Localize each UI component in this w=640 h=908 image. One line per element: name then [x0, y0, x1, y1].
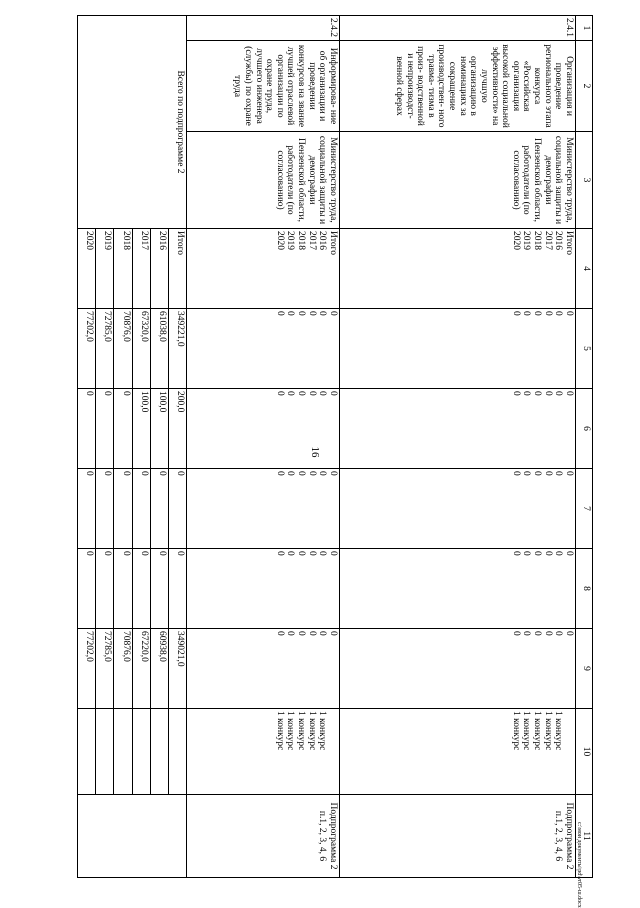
column-number: 10 [576, 709, 593, 795]
total-value: 100,0 [150, 389, 168, 469]
years-cell: Итого 2016 2017 2018 2019 2020 [340, 229, 576, 309]
row-number: 2.4.2 [187, 16, 340, 41]
event-name: Организация и проведение регионального этапа конкурса «Российская организация высокой социальной эффективности» на лучшую организацию в номинациях за сокращение производствен- ного травма- тизма в произ- водственной и непроизводст- венной сферах [340, 41, 576, 132]
total-value: 0 [150, 549, 168, 629]
total-value: 0 [114, 389, 132, 469]
total-value: 72785,0 [96, 309, 114, 389]
total-value: 70876,0 [114, 309, 132, 389]
value-cell: 0 0 0 0 0 0 [340, 389, 576, 469]
value-cell: 0 0 0 0 0 0 [340, 549, 576, 629]
value-cell: 0 0 0 0 0 0 [187, 549, 340, 629]
column-number: 6 [576, 389, 593, 469]
total-value: 0 [168, 469, 186, 549]
total-value: 100,0 [132, 389, 150, 469]
table-row [187, 16, 340, 878]
column-number: 1 [576, 16, 593, 41]
event-name: Информирова- ние об организации и проведении конкурсов на звание лучшей отраслевой организации по охране труда, лучшего инженера (службы) по охране труда [187, 41, 340, 132]
subprogram-link: Подпрограмма 2 п.1, 2, 3, 4, 6 [340, 795, 576, 878]
total-year: 2017 [132, 229, 150, 309]
total-empty-cell [78, 795, 187, 878]
value-cell: 0 0 0 0 0 0 [340, 469, 576, 549]
total-value: 0 [78, 389, 96, 469]
total-value: 349021,0 [168, 629, 186, 709]
total-value: 61038,0 [150, 309, 168, 389]
total-year: 2018 [114, 229, 132, 309]
column-number: 5 [576, 309, 593, 389]
value-cell: 0 0 0 0 0 0 [340, 629, 576, 709]
rotated-table-wrapper [77, 15, 593, 877]
value-cell: 0 0 0 0 0 0 [340, 309, 576, 389]
total-year: 2020 [78, 229, 96, 309]
total-year: 2016 [150, 229, 168, 309]
value-cell: 0 0 0 0 0 0 [187, 629, 340, 709]
total-value: 60938,0 [150, 629, 168, 709]
total-value: 0 [132, 549, 150, 629]
executor: Министерство труда, социальной защиты и демографии Пензенской области, работодатели (по согласованию) [187, 132, 340, 229]
column-number: 2 [576, 41, 593, 132]
total-value [150, 709, 168, 795]
column-number-row [576, 16, 593, 878]
column-number: 3 [576, 132, 593, 229]
total-label: Всего по подпрограмме 2 [78, 16, 187, 229]
total-value [78, 709, 96, 795]
total-value [114, 709, 132, 795]
total-row [168, 16, 186, 878]
total-value: 349221,0 [168, 309, 186, 389]
indicator-cell: 1 конкурс 1 конкурс 1 конкурс 1 конкурс 1 конкурс [340, 709, 576, 795]
total-value: 0 [78, 469, 96, 549]
column-number: 7 [576, 469, 593, 549]
total-value: 0 [96, 389, 114, 469]
column-number: 11 [576, 795, 593, 878]
total-value: 77202,0 [78, 309, 96, 389]
column-number: 8 [576, 549, 593, 629]
table-row [340, 16, 576, 878]
total-value: 67220,0 [132, 629, 150, 709]
total-value: 0 [114, 549, 132, 629]
total-value: 200,0 [168, 389, 186, 469]
executor: Министерство труда, социальной защиты и демографии Пензенской области, работодатели (по согласованию) [340, 132, 576, 229]
value-cell: 0 0 0 0 0 0 [187, 469, 340, 549]
total-value: 67320,0 [132, 309, 150, 389]
total-value [96, 709, 114, 795]
program-table [77, 15, 593, 878]
value-cell: 0 0 0 0 0 0 [187, 389, 340, 469]
total-value: 70876,0 [114, 629, 132, 709]
total-value [132, 709, 150, 795]
row-number: 2.4.1 [340, 16, 576, 41]
total-value: 0 [150, 469, 168, 549]
total-value: 0 [168, 549, 186, 629]
total-value [168, 709, 186, 795]
total-value: 0 [96, 469, 114, 549]
indicator-cell: 1 конкурс 1 конкурс 1 конкурс 1 конкурс 1 конкурс [187, 709, 340, 795]
years-cell: Итого 2016 2017 2018 2019 2020 [187, 229, 340, 309]
column-number: 9 [576, 629, 593, 709]
value-cell: 0 0 0 0 0 0 [187, 309, 340, 389]
total-value: 77202,0 [78, 629, 96, 709]
total-value: 72785,0 [96, 629, 114, 709]
total-value: 0 [132, 469, 150, 549]
file-path-footer: c:\мои документы\pd\vr05-ш.docx [576, 822, 582, 908]
total-value: 0 [78, 549, 96, 629]
column-number: 4 [576, 229, 593, 309]
subprogram-link: Подпрограмма 2 п.1, 2, 3, 4, 6 [187, 795, 340, 878]
page-number: 16 [309, 446, 321, 458]
total-year: Итого [168, 229, 186, 309]
total-year: 2019 [96, 229, 114, 309]
total-value: 0 [96, 549, 114, 629]
total-value: 0 [114, 469, 132, 549]
